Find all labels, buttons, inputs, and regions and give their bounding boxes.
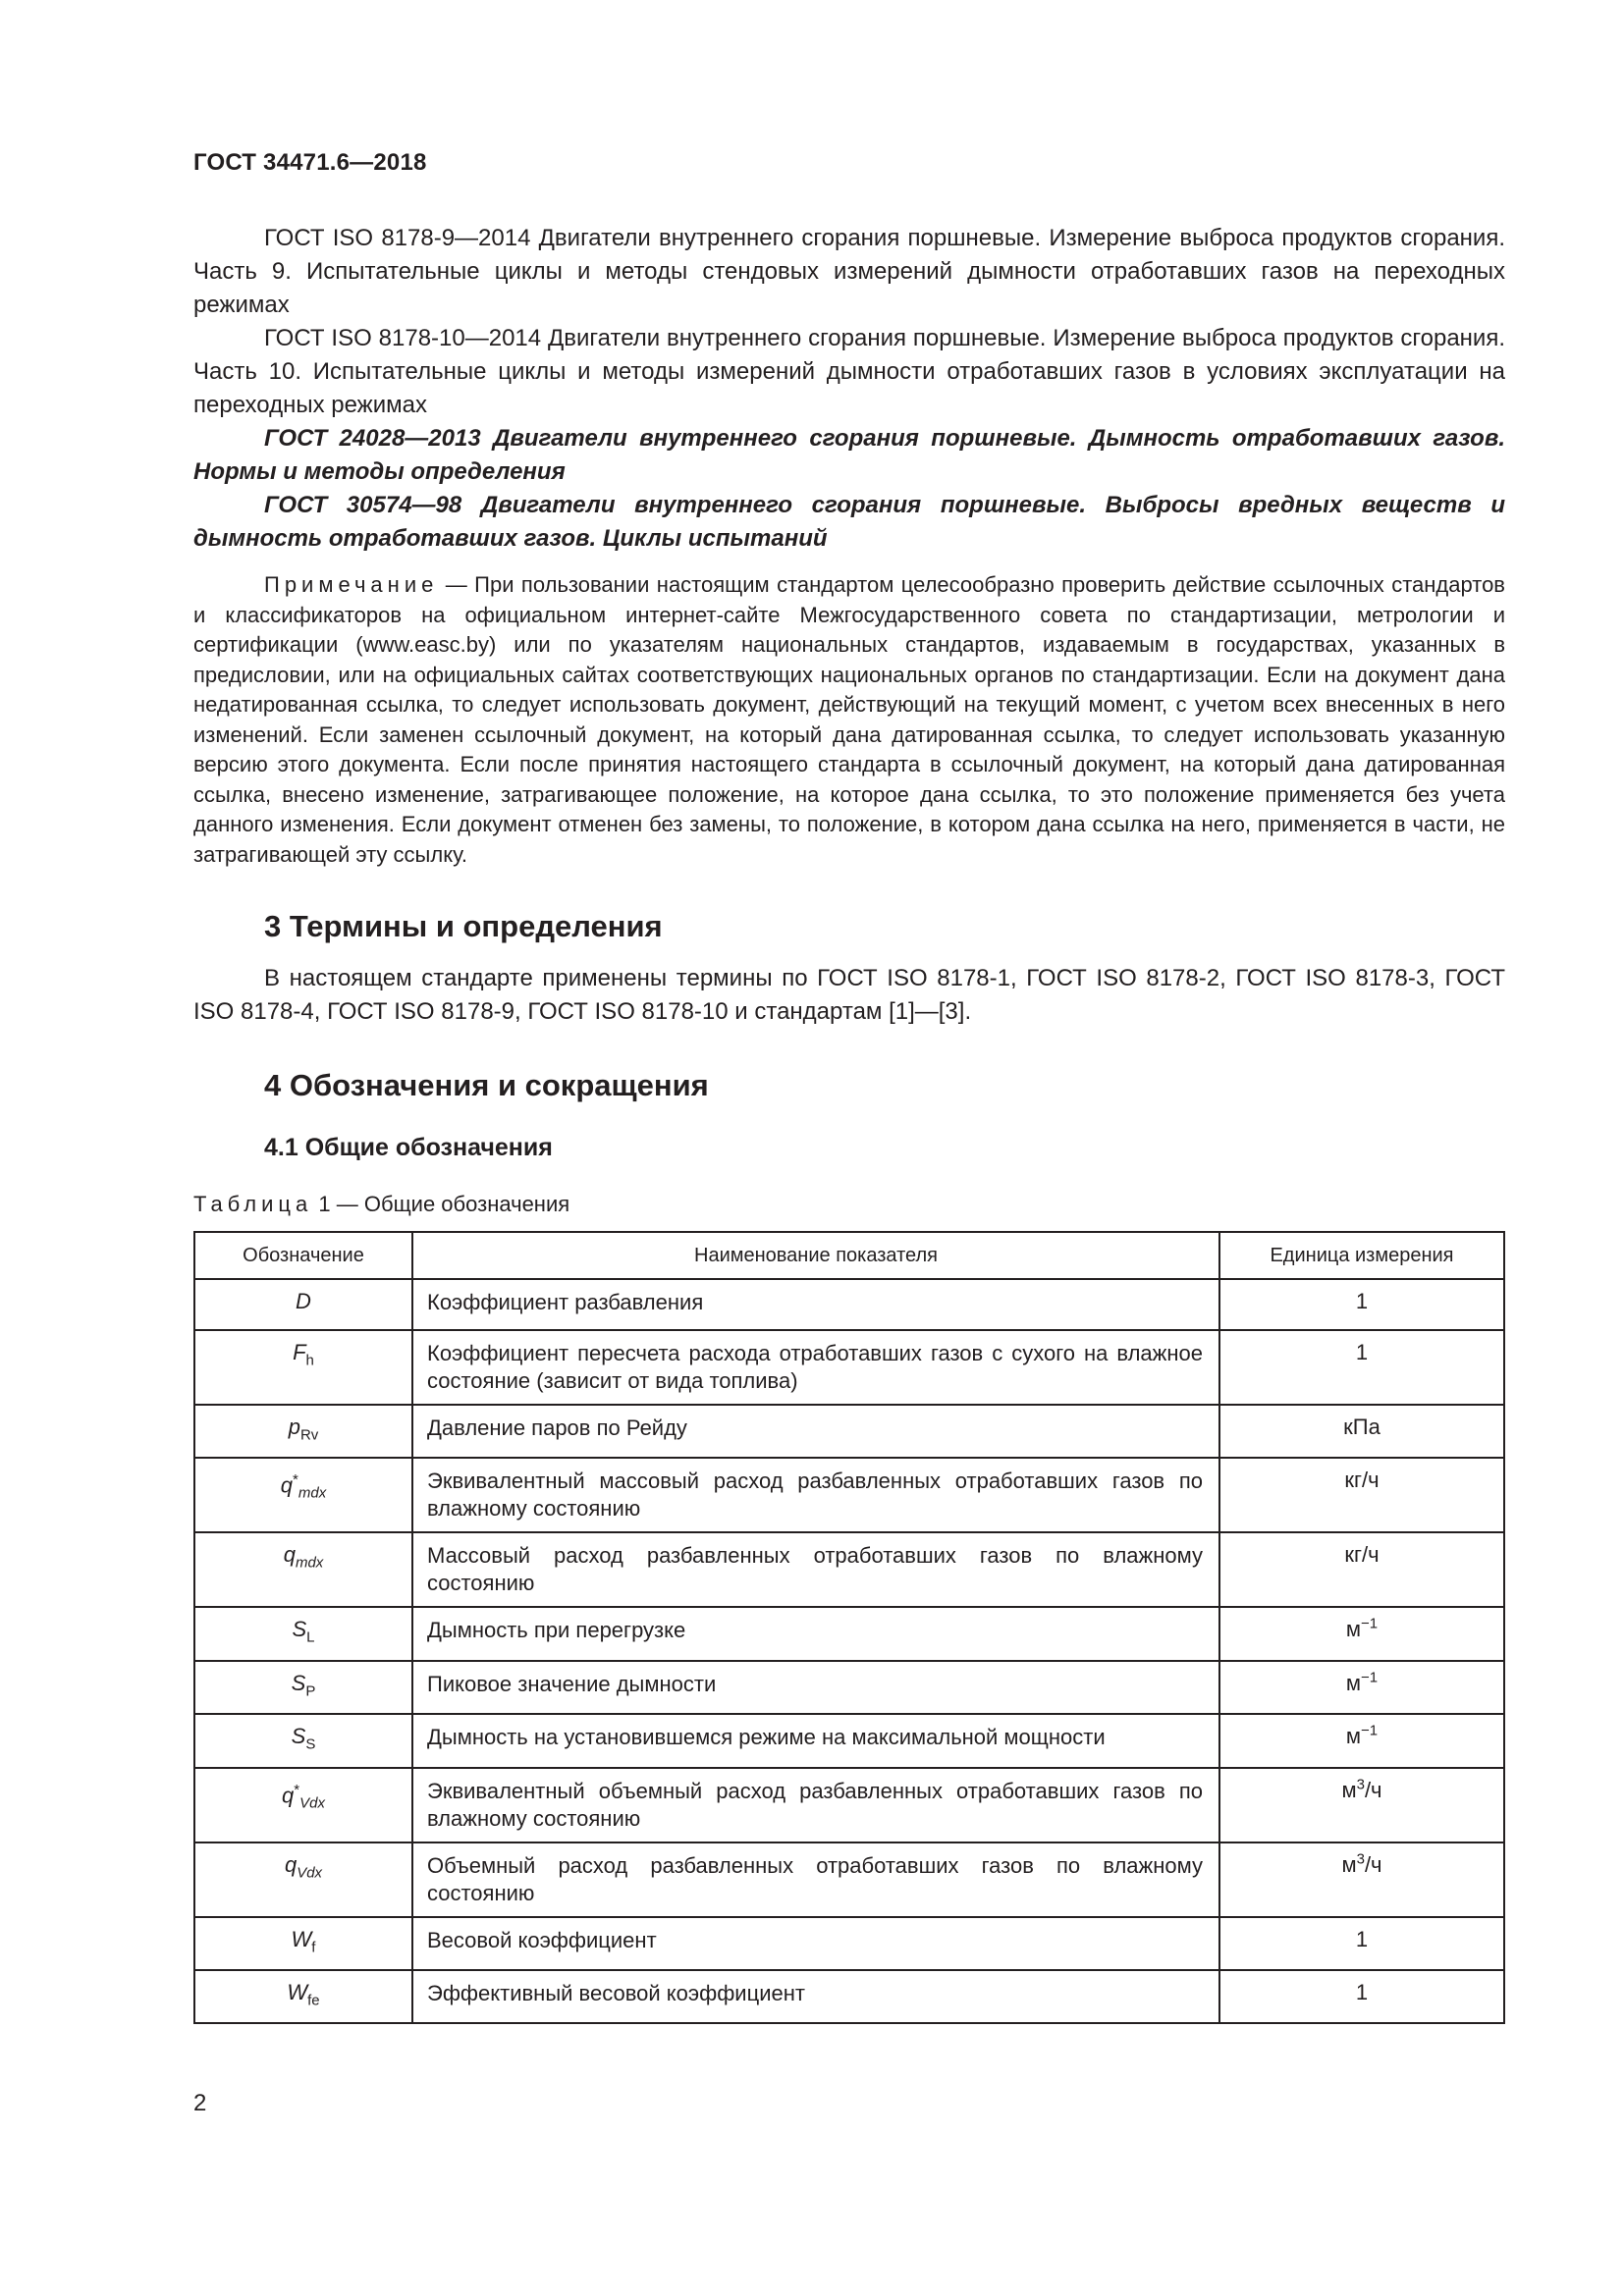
unit-cell bbox=[1219, 1607, 1504, 1660]
note-label: Примечание bbox=[264, 572, 439, 597]
name-cell: Весовой коэффициент bbox=[412, 1917, 1219, 1970]
unit-cell bbox=[1219, 1405, 1504, 1458]
document-header: ГОСТ 34471.6—2018 bbox=[193, 149, 427, 176]
unit-cell bbox=[1219, 1330, 1504, 1405]
symbol-cell bbox=[194, 1842, 412, 1917]
section-4-heading: 4 Обозначения и сокращения bbox=[264, 1068, 709, 1102]
unit-cell bbox=[1219, 1279, 1504, 1330]
symbol-base: q bbox=[280, 1472, 294, 1498]
symbol-subscript: Vdx bbox=[297, 1863, 323, 1881]
symbol-subscript: mdx bbox=[295, 1554, 324, 1572]
table-row bbox=[194, 1279, 1504, 1330]
document-body bbox=[193, 222, 1505, 2024]
reference-item: ГОСТ 24028—2013 Двигатели внутреннего сгорания поршневые. Дымность отработавших газов. Нормы и методы определения bbox=[193, 425, 1505, 485]
table-row bbox=[194, 1607, 1504, 1660]
unit-base: м bbox=[1345, 1724, 1361, 1749]
name-cell: Коэффициент пересчета расхода отработавших газов с сухого на влажное состояние (зависит от вида топлива) bbox=[412, 1330, 1219, 1405]
unit-superscript: −1 bbox=[1361, 1722, 1379, 1739]
reference-item: ГОСТ ISO 8178-9—2014 Двигатели внутреннего сгорания поршневые. Измерение выброса продуктов сгорания. Часть 9. Испытательные циклы и методы стендовых измерений дымности отработавших газов на переходных режимах bbox=[193, 225, 1505, 318]
symbol-base: D bbox=[296, 1289, 311, 1313]
symbol-subscript: S bbox=[305, 1735, 316, 1753]
name-cell: Коэффициент разбавления bbox=[412, 1279, 1219, 1330]
symbol-cell bbox=[194, 1532, 412, 1607]
page-number: 2 bbox=[193, 2090, 207, 2116]
name-cell: Объемный расход разбавленных отработавших газов по влажному состоянию bbox=[412, 1842, 1219, 1917]
name-cell: Эквивалентный массовый расход разбавленных отработавших газов по влажному состоянию bbox=[412, 1458, 1219, 1532]
unit-superscript: 3 bbox=[1356, 1776, 1365, 1793]
unit-base: кг/ч bbox=[1344, 1468, 1380, 1493]
name-cell: Массовый расход разбавленных отработавших газов по влажному состоянию bbox=[412, 1532, 1219, 1607]
symbol-subscript: fe bbox=[307, 1992, 320, 2009]
unit-superscript: −1 bbox=[1361, 1669, 1379, 1686]
name-cell: Дымность при перегрузке bbox=[412, 1607, 1219, 1660]
table-caption-label: Таблица bbox=[193, 1192, 313, 1216]
table-row bbox=[194, 1405, 1504, 1458]
symbol-base: S bbox=[291, 1724, 306, 1749]
unit-base: кг/ч bbox=[1344, 1542, 1380, 1568]
name-cell: Дымность на установившемся режиме на максимальной мощности bbox=[412, 1714, 1219, 1767]
unit-base: м bbox=[1341, 1777, 1357, 1802]
unit-cell bbox=[1219, 1661, 1504, 1714]
name-cell: Пиковое значение дымности bbox=[412, 1661, 1219, 1714]
unit-base: 1 bbox=[1355, 1926, 1369, 1951]
name-cell: Давление паров по Рейду bbox=[412, 1405, 1219, 1458]
symbol-base: W bbox=[291, 1926, 312, 1951]
reference-item: ГОСТ 30574—98 Двигатели внутреннего сгорания поршневые. Выбросы вредных веществ и дымность отработавших газов. Циклы испытаний bbox=[193, 492, 1505, 552]
table-row bbox=[194, 1532, 1504, 1607]
symbol-base: q bbox=[283, 1542, 296, 1568]
symbol-cell bbox=[194, 1970, 412, 2023]
section-3-text: В настоящем стандарте применены термины по ГОСТ ISO 8178-1, ГОСТ ISO 8178-2, ГОСТ ISO 8178-3, ГОСТ ISO 8178-4, ГОСТ ISO 8178-9, ГОСТ ISO 8178-10 и стандартам [1]—[3]. bbox=[193, 965, 1506, 1025]
symbols-table bbox=[193, 1231, 1505, 2024]
symbol-subscript: mdx bbox=[298, 1485, 327, 1503]
unit-tail: /ч bbox=[1364, 1851, 1382, 1877]
symbol-base: S bbox=[292, 1617, 307, 1642]
symbol-base: p bbox=[288, 1415, 300, 1439]
symbol-subscript: L bbox=[306, 1629, 315, 1646]
unit-base: 1 bbox=[1355, 1289, 1369, 1313]
unit-cell bbox=[1219, 1917, 1504, 1970]
table-body bbox=[194, 1279, 1504, 2023]
name-cell: Эквивалентный объемный расход разбавленных отработавших газов по влажному состоянию bbox=[412, 1768, 1219, 1842]
unit-base: кПа bbox=[1343, 1415, 1380, 1439]
table-row bbox=[194, 1330, 1504, 1405]
unit-cell bbox=[1219, 1970, 1504, 2023]
unit-cell bbox=[1219, 1532, 1504, 1607]
section-4-1-heading: 4.1 Общие обозначения bbox=[264, 1134, 553, 1161]
table-row bbox=[194, 1768, 1504, 1842]
column-header-unit: Единица измерения bbox=[1219, 1232, 1504, 1279]
reference-item: ГОСТ ISO 8178-10—2014 Двигатели внутреннего сгорания поршневые. Измерение выброса продуктов сгорания. Часть 10. Испытательные циклы и методы измерений дымности отработавших газов в условиях эксплуатации на переходных режимах bbox=[193, 325, 1505, 418]
symbol-cell bbox=[194, 1279, 412, 1330]
symbol-base: W bbox=[287, 1979, 308, 2004]
note-paragraph bbox=[193, 570, 1505, 870]
symbol-cell bbox=[194, 1330, 412, 1405]
symbol-cell bbox=[194, 1661, 412, 1714]
unit-superscript: 3 bbox=[1356, 1850, 1365, 1868]
unit-base: 1 bbox=[1355, 1340, 1369, 1364]
table-row bbox=[194, 1917, 1504, 1970]
unit-cell bbox=[1219, 1768, 1504, 1842]
table-row bbox=[194, 1458, 1504, 1532]
symbol-cell bbox=[194, 1405, 412, 1458]
unit-base: м bbox=[1345, 1670, 1361, 1695]
unit-base: м bbox=[1345, 1617, 1361, 1642]
symbol-base: S bbox=[291, 1670, 306, 1695]
unit-superscript: −1 bbox=[1361, 1616, 1379, 1633]
symbol-cell bbox=[194, 1917, 412, 1970]
symbol-cell bbox=[194, 1714, 412, 1767]
symbol-subscript: f bbox=[311, 1938, 316, 1955]
symbol-subscript: P bbox=[305, 1682, 316, 1700]
name-cell: Эффективный весовой коэффициент bbox=[412, 1970, 1219, 2023]
symbol-cell bbox=[194, 1607, 412, 1660]
table-row bbox=[194, 1714, 1504, 1767]
symbol-cell bbox=[194, 1458, 412, 1532]
unit-tail: /ч bbox=[1364, 1777, 1382, 1802]
section-3-heading: 3 Термины и определения bbox=[264, 909, 663, 943]
symbol-subscript: Vdx bbox=[299, 1794, 325, 1812]
unit-base: 1 bbox=[1355, 1979, 1369, 2004]
unit-base: м bbox=[1341, 1851, 1357, 1877]
unit-cell bbox=[1219, 1714, 1504, 1767]
column-header-name: Наименование показателя bbox=[412, 1232, 1219, 1279]
symbol-base: F bbox=[293, 1340, 306, 1364]
table-caption-text: 1 — Общие обозначения bbox=[318, 1192, 570, 1216]
symbol-subscript: Rv bbox=[299, 1426, 319, 1444]
table-header-row bbox=[194, 1232, 1504, 1279]
table-row bbox=[194, 1842, 1504, 1917]
note-text: — При пользовании настоящим стандартом целесообразно проверить действие ссылочных стандартов и классификаторов на официальном интернет-сайте Межгосударственного совета по стандартизации, метрологии и сертификации (www.easc.by) или по указателям национальных стандартов, издаваемым в государствах, указанных в предисловии, или на официальных сайтах соответствующих национальных органов по стандартизации. Если на документ дана недатированная ссылка, то следует использовать документ, действующий на текущий момент, с учетом всех внесенных в него изменений. Если заменен ссылочный документ, на который дана датированная ссылка, то следует использовать указанную версию этого документа. Если после принятия настоящего стандарта в ссылочный документ, на который дана датированная ссылка, внесено изменение, затрагивающее положение, на которое дана ссылка, то это положение применяется без учета данного изменения. Если документ отменен без замены, то положение, в котором дана ссылка на него, применяется в части, не затрагивающей эту ссылку. bbox=[193, 572, 1505, 867]
symbol-superscript: * bbox=[293, 1471, 298, 1489]
unit-cell bbox=[1219, 1458, 1504, 1532]
column-header-symbol: Обозначение bbox=[194, 1232, 412, 1279]
symbol-cell bbox=[194, 1768, 412, 1842]
table-row bbox=[194, 1661, 1504, 1714]
symbol-base: q bbox=[282, 1782, 295, 1807]
unit-cell bbox=[1219, 1842, 1504, 1917]
table-row bbox=[194, 1970, 1504, 2023]
symbol-base: q bbox=[284, 1851, 298, 1877]
table-caption bbox=[193, 1190, 1505, 1219]
symbol-superscript: * bbox=[294, 1781, 300, 1798]
symbol-subscript: h bbox=[305, 1352, 314, 1369]
